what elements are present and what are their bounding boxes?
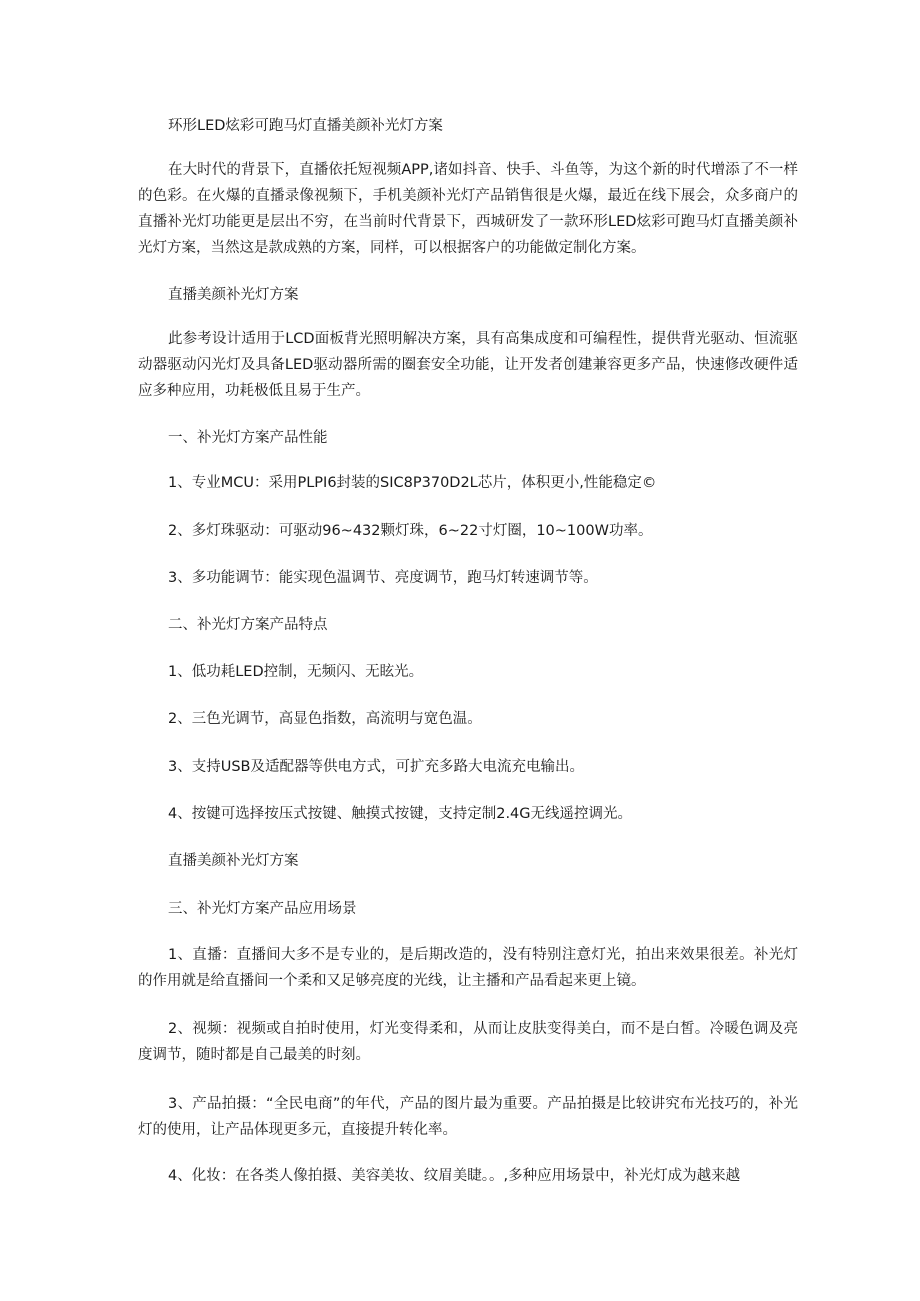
subtitle-1: 直播美颜补光灯方案 [168, 287, 299, 303]
section-1-item: 2、多灯珠驱动：可驱动96~432颗灯珠，6~22寸灯圈，10~100W功率。 [168, 523, 653, 539]
section-3-item: 2、视频：视频或自拍时使用，灯光变得柔和，从而让皮肤变得美白，而不是白皙。冷暖色调及亮度调节，随时都是自己最美的时刻。 [138, 1021, 798, 1063]
section-3-item: 3、产品拍摄：“全民电商”的年代，产品的图片最为重要。产品拍摄是比较讲究布光技巧的，补光灯的使用，让产品体现更多元，直接提升转化率。 [138, 1096, 798, 1138]
section-1-item: 3、多功能调节：能实现色温调节、亮度调节，跑马灯转速调节等。 [168, 570, 598, 586]
section-2-item: 4、按键可选择按压式按键、触摸式按键，支持定制2.4G无线遥控调光。 [168, 806, 633, 822]
document-title: 环形LED炫彩可跑马灯直播美颜补光灯方案 [168, 118, 443, 134]
section-1-item: 1、专业MCU：采用PLPI6封装的SIC8P370D2L芯片，体积更小,性能稳定© [168, 475, 657, 491]
section-2-item: 3、支持USB及适配器等供电方式，可扩充多路大电流充电输出。 [168, 759, 584, 775]
section-3-item: 1、直播：直播间大多不是专业的，是后期改造的，没有特别注意灯光，拍出来效果很差。补光灯的作用就是给直播间一个柔和又足够亮度的光线，让主播和产品看起来更上镜。 [138, 947, 798, 989]
subtitle-2: 直播美颜补光灯方案 [168, 853, 299, 869]
section-2-item: 2、三色光调节，高显色指数，高流明与宽色温。 [168, 711, 482, 727]
section-3-heading: 三、补光灯方案产品应用场景 [168, 901, 357, 917]
intro-paragraph: 在大时代的背景下，直播依托短视频APP,诸如抖音、快手、斗鱼等，为这个新的时代增添了不一样的色彩。在火爆的直播录像视频下，手机美颜补光灯产品销售很是火爆，最近在线下展会，众多商户的直播补光灯功能更是层出不穷，在当前时代背景下，西城研发了一款环形LED炫彩可跑马灯直播美颜补光灯方案，当然这是款成熟的方案，同样，可以根据客户的功能做定制化方案。 [138, 162, 798, 256]
section-1-heading: 一、补光灯方案产品性能 [168, 430, 328, 446]
design-paragraph: 此参考设计适用于LCD面板背光照明解决方案，具有高集成度和可编程性，提供背光驱动、恒流驱动器驱动闪光灯及具备LED驱动器所需的圈套安全功能，让开发者创建兼容更多产品，快速修改硬件适应多种应用，功耗极低且易于生产。 [138, 331, 798, 399]
section-3-item: 4、化妆：在各类人像拍摄、美容美妆、纹眉美睫。。,多种应用场景中，补光灯成为越来越 [168, 1168, 741, 1184]
section-2-item: 1、低功耗LED控制，无频闪、无眩光。 [168, 664, 424, 680]
section-2-heading: 二、补光灯方案产品特点 [168, 617, 328, 633]
